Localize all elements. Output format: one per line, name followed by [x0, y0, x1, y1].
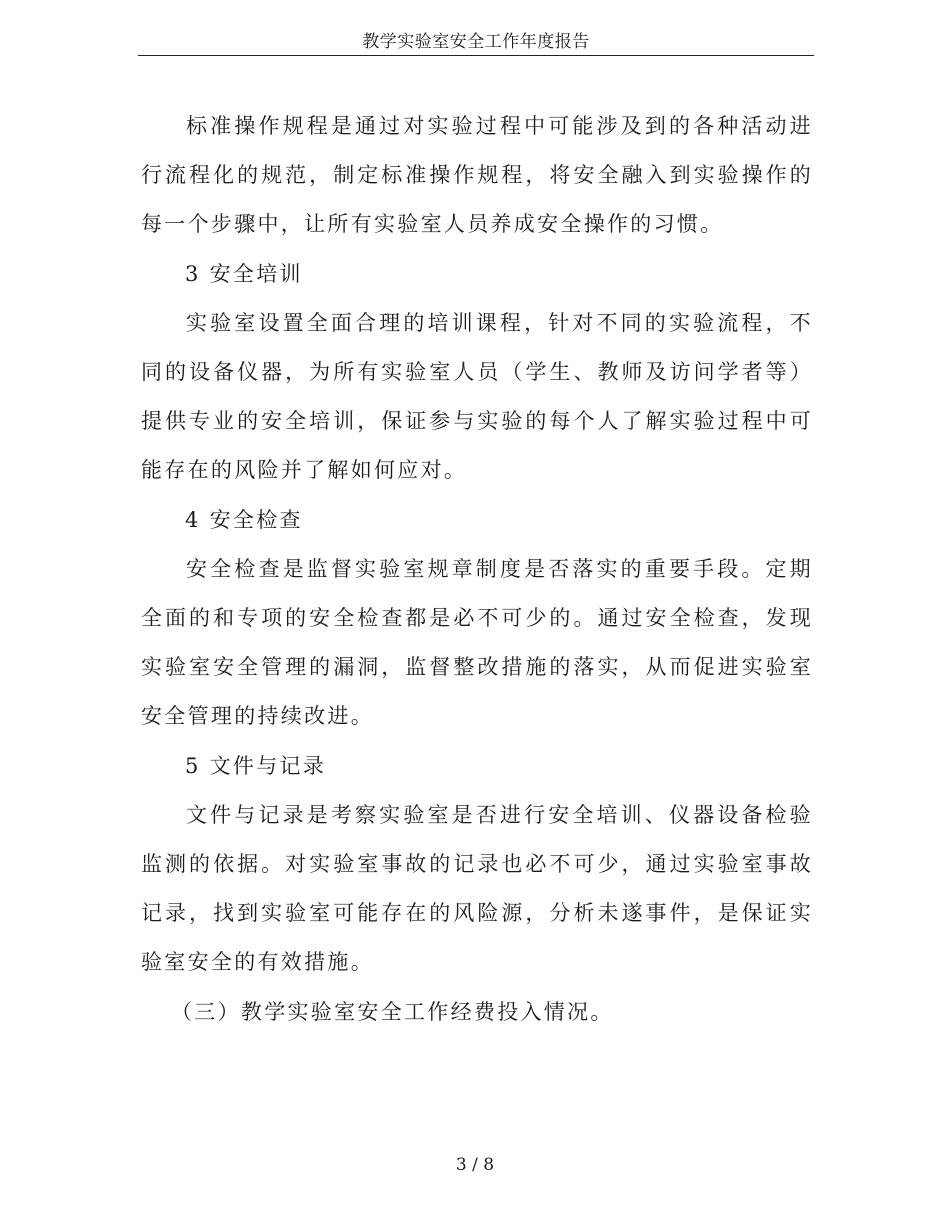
heading-safety-training: 3 安全培训: [185, 261, 303, 286]
header-divider: [138, 55, 814, 56]
paragraph-safety-inspection: 安全检查是监督实验室规章制度是否落实的重要手段。定期全面的和专项的安全检查都是必不可少的。通过安全检查，发现实验室安全管理的漏洞，监督整改措施的落实，从而促进实验室安全管理的持续改进。: [141, 556, 813, 729]
heading-documents-records: 5 文件与记录: [185, 753, 327, 778]
page-number: 3 / 8: [455, 1155, 495, 1175]
heading-safety-inspection: 4 安全检查: [185, 507, 303, 532]
paragraph-documents-records: 文件与记录是考察实验室是否进行安全培训、仪器设备检验监测的依据。对实验室事故的记录也必不可少，通过实验室事故记录，找到实验室可能存在的风险源，分析未遂事件，是保证实验室安全的有效措施。: [141, 802, 813, 975]
paragraph-safety-training: 实验室设置全面合理的培训课程，针对不同的实验流程，不同的设备仪器，为所有实验室人员（学生、教师及访问学者等）提供专业的安全培训，保证参与实验的每个人了解实验过程中可能存在的风险并了解如何应对。: [141, 310, 813, 483]
document-body: [141, 102, 813, 1037]
page-header-title: 教学实验室安全工作年度报告: [362, 32, 590, 52]
subsection-funding-heading: （三）教学实验室安全工作经费投入情况。: [171, 999, 614, 1024]
paragraph-standard-operating-procedures: 标准操作规程是通过对实验过程中可能涉及到的各种活动进行流程化的规范，制定标准操作规程，将安全融入到实验操作的每一个步骤中，让所有实验室人员养成安全操作的习惯。: [141, 114, 813, 237]
